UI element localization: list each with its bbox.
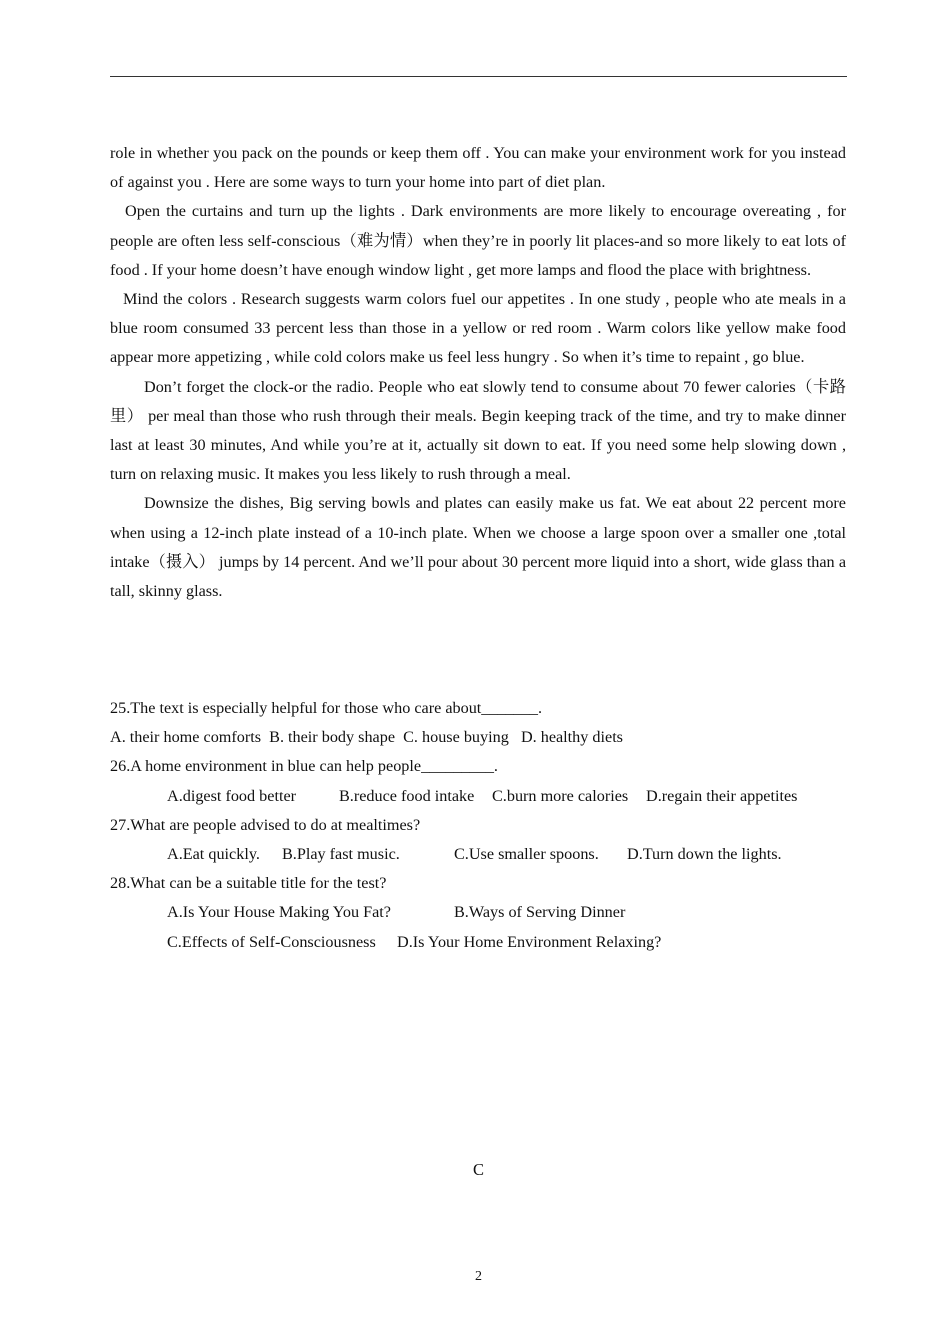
passage-paragraph: Mind the colors . Research suggests warm colors fuel our appetites . In one study , people who ate meals in a blue room consumed 33 percent less than those in a yellow or red room . Warm colors like yellow make food appear more appetizing , while cold colors make us feel less hungry . So when it’s time to repaint , go blue. [110, 290, 846, 367]
reading-passage [110, 139, 846, 606]
passage-paragraph: Open the curtains and turn up the lights . Dark environments are more likely to encourage overeating , for people are often less self-conscious（难为情）when they’re in poorly lit places-and so more likely to eat lots of food . If your home doesn’t have enough window light , get more lamps and flood the place with brightness. [110, 202, 846, 279]
option-b: B.Play fast music. [282, 845, 400, 864]
option-a: A.Is Your House Making You Fat? [167, 903, 391, 922]
option-b: B.reduce food intake [339, 786, 475, 805]
option-c: C.burn more calories [492, 786, 629, 805]
page-number: 2 [475, 1269, 482, 1284]
option-a: A.digest food better [167, 786, 297, 805]
question-28-stem: 28.What can be a suitable title for the test? [110, 874, 387, 893]
question-25-stem: 25.The text is especially helpful for those who care about_______. [110, 699, 542, 717]
option-b: B.Ways of Serving Dinner [454, 903, 626, 922]
question-28-options-row1 [110, 898, 846, 927]
option-d: D.Is Your Home Environment Relaxing? [397, 932, 662, 951]
question-list [110, 694, 846, 957]
option-d: D.regain their appetites [646, 786, 798, 805]
passage-paragraph: role in whether you pack on the pounds or keep them off . You can make your environment work for you instead of against you . Here are some ways to turn your home into part of diet plan. [110, 144, 846, 192]
option-d: D. healthy diets [520, 728, 623, 747]
question-26-options [110, 782, 846, 811]
option-b: B. their body shape [269, 728, 396, 747]
option-d: D.Turn down the lights. [627, 845, 782, 864]
question-27-stem: 27.What are people advised to do at mealtimes? [110, 815, 421, 834]
question-26-stem: 26.A home environment in blue can help people_________. [110, 757, 498, 776]
question-27-options [110, 840, 846, 869]
passage-paragraph: Don’t forget the clock-or the radio. People who eat slowly tend to consume about 70 fewer calories（卡路里） per meal than those who rush through their meals. Begin keeping track of the time, and try to make dinner last at least 30 minutes, And while you’re at it, actually sit down to eat. If you need some help slowing down , turn on relaxing music. It makes you less likely to rush through a meal. [110, 377, 846, 484]
header-rule [110, 76, 847, 77]
passage-paragraph: Downsize the dishes, Big serving bowls and plates can easily make us fat. We eat about 22 percent more when using a 12-inch plate instead of a 10-inch plate. When we choose a large spoon over a smaller one ,total intake（摄入） jumps by 14 percent. And we’ll pour about 30 percent more liquid into a short, wide glass than a tall, skinny glass. [110, 494, 846, 601]
option-c: C.Use smaller spoons. [454, 845, 599, 864]
option-c: C.Effects of Self-Consciousness [167, 932, 376, 951]
option-a: A. their home comforts [110, 728, 262, 747]
option-c: C. house buying [403, 728, 509, 747]
option-a: A.Eat quickly. [167, 845, 260, 864]
section-letter: C [472, 1160, 484, 1179]
question-25-options [110, 723, 846, 752]
question-28-options-row2 [110, 928, 846, 957]
